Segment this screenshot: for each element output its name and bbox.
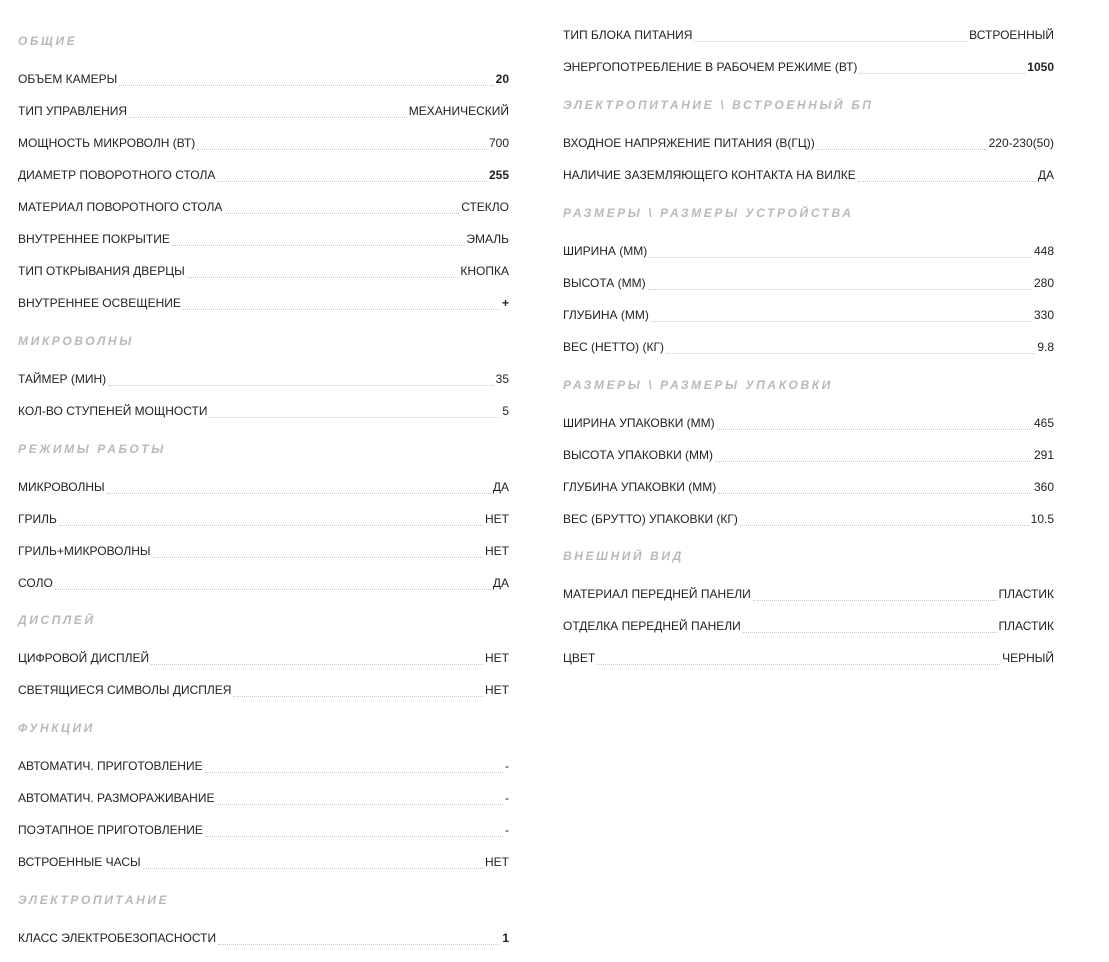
dotted-leader — [666, 341, 1035, 354]
spec-value: 360 — [1033, 480, 1054, 494]
dotted-leader — [209, 405, 500, 418]
spec-label: МАТЕРИАЛ ПОВОРОТНОГО СТОЛА — [18, 200, 223, 214]
spec-label: МИКРОВОЛНЫ — [18, 480, 105, 494]
spec-label: ГЛУБИНА (ММ) — [563, 308, 649, 322]
spec-row — [563, 414, 1054, 430]
spec-value: 280 — [1033, 276, 1054, 290]
spec-label: ВЕС (БРУТТО) УПАКОВКИ (КГ) — [563, 512, 738, 526]
spec-row — [18, 542, 509, 558]
spec-value: ДА — [492, 576, 509, 590]
spec-label: АВТОМАТИЧ. РАЗМОРАЖИВАНИЕ — [18, 791, 215, 805]
section-title-power-builtin: ЭЛЕКТРОПИТАНИЕ \ ВСТРОЕННЫЙ БП — [563, 98, 874, 112]
dotted-leader — [108, 373, 493, 386]
dotted-leader — [649, 245, 1032, 258]
spec-row — [563, 617, 1054, 633]
section-title-general: ОБЩИЕ — [18, 34, 78, 48]
spec-label: МОЩНОСТЬ МИКРОВОЛН (ВТ) — [18, 136, 196, 150]
spec-row — [18, 757, 509, 773]
spec-label: СВЕТЯЩИЕСЯ СИМВОЛЫ ДИСПЛЕЯ — [18, 683, 232, 697]
spec-label: ТИП УПРАВЛЕНИЯ — [18, 104, 128, 118]
spec-row — [18, 649, 509, 665]
spec-row — [18, 262, 509, 278]
spec-label: ОБЪЕМ КАМЕРЫ — [18, 72, 118, 86]
spec-value: 1 — [502, 931, 509, 945]
spec-label: ВСТРОЕННЫЕ ЧАСЫ — [18, 855, 141, 869]
spec-label: СОЛО — [18, 576, 53, 590]
dotted-leader — [717, 417, 1032, 430]
section-title-modes: РЕЖИМЫ РАБОТЫ — [18, 442, 166, 456]
spec-row — [563, 26, 1054, 42]
dotted-leader — [153, 545, 483, 558]
spec-row — [563, 274, 1054, 290]
spec-value: 255 — [488, 168, 509, 182]
spec-row — [18, 574, 509, 590]
spec-row — [18, 102, 509, 118]
spec-row — [18, 478, 509, 494]
spec-label: ТАЙМЕР (МИН) — [18, 372, 107, 386]
dotted-leader — [718, 481, 1032, 494]
spec-value: ДА — [1037, 168, 1054, 182]
spec-label: ШИРИНА УПАКОВКИ (ММ) — [563, 416, 715, 430]
spec-value: 448 — [1033, 244, 1054, 258]
dotted-leader — [753, 588, 997, 601]
dotted-leader — [715, 449, 1032, 462]
spec-label: ЦИФРОВОЙ ДИСПЛЕЙ — [18, 651, 150, 665]
spec-label: ГРИЛЬ — [18, 512, 57, 526]
spec-label: ДИАМЕТР ПОВОРОТНОГО СТОЛА — [18, 168, 216, 182]
section-title-package-size: РАЗМЕРЫ \ РАЗМЕРЫ УПАКОВКИ — [563, 378, 833, 392]
spec-row — [18, 134, 509, 150]
dotted-leader — [129, 105, 407, 118]
spec-row — [18, 789, 509, 805]
spec-label: ТИП БЛОКА ПИТАНИЯ — [563, 28, 693, 42]
dotted-leader — [740, 513, 1029, 526]
spec-label: ВНУТРЕННЕЕ ПОКРЫТИЕ — [18, 232, 170, 246]
spec-value: ЧЕРНЫЙ — [1002, 651, 1054, 665]
spec-value: 700 — [488, 136, 509, 150]
dotted-leader — [55, 577, 491, 590]
dotted-leader — [187, 265, 459, 278]
spec-row — [563, 510, 1054, 526]
section-title-device-size: РАЗМЕРЫ \ РАЗМЕРЫ УСТРОЙСТВА — [563, 206, 854, 220]
spec-value: - — [505, 759, 509, 773]
dotted-leader — [817, 137, 987, 150]
spec-label: КОЛ-ВО СТУПЕНЕЙ МОЩНОСТИ — [18, 404, 208, 418]
section-title-functions: ФУНКЦИИ — [18, 721, 95, 735]
dotted-leader — [218, 932, 500, 945]
spec-label: АВТОМАТИЧ. ПРИГОТОВЛЕНИЕ — [18, 759, 203, 773]
spec-row — [563, 58, 1054, 74]
dotted-leader — [151, 652, 483, 665]
spec-row — [18, 853, 509, 869]
spec-row — [563, 478, 1054, 494]
spec-value: + — [501, 296, 509, 310]
dotted-leader — [217, 169, 487, 182]
spec-label: ТИП ОТКРЫВАНИЯ ДВЕРЦЫ — [18, 264, 185, 278]
dotted-leader — [694, 29, 967, 42]
spec-value: МЕХАНИЧЕСКИЙ — [408, 104, 509, 118]
dotted-leader — [648, 277, 1032, 290]
spec-label: КЛАСС ЭЛЕКТРОБЕЗОПАСНОСТИ — [18, 931, 217, 945]
dotted-leader — [597, 652, 1000, 665]
spec-row — [18, 230, 509, 246]
section-title-power: ЭЛЕКТРОПИТАНИЕ — [18, 893, 170, 907]
spec-row — [18, 402, 509, 418]
spec-label: ВЕС (НЕТТО) (КГ) — [563, 340, 664, 354]
spec-value: 291 — [1033, 448, 1054, 462]
dotted-leader — [197, 137, 487, 150]
spec-row — [18, 370, 509, 386]
spec-value: ПЛАСТИК — [998, 587, 1054, 601]
spec-label: ШИРИНА (ММ) — [563, 244, 648, 258]
spec-label: МАТЕРИАЛ ПЕРЕДНЕЙ ПАНЕЛИ — [563, 587, 751, 601]
spec-row — [18, 929, 509, 945]
dotted-leader — [107, 481, 491, 494]
dotted-leader — [216, 792, 503, 805]
dotted-leader — [743, 620, 997, 633]
spec-value: НЕТ — [485, 651, 509, 665]
spec-value: 9.8 — [1037, 340, 1054, 354]
spec-value: НЕТ — [485, 855, 509, 869]
dotted-leader — [119, 73, 493, 86]
spec-value: 10.5 — [1030, 512, 1054, 526]
spec-label: ВНУТРЕННЕЕ ОСВЕЩЕНИЕ — [18, 296, 181, 310]
spec-value: 20 — [495, 72, 509, 86]
spec-label: ЦВЕТ — [563, 651, 596, 665]
section-title-display: ДИСПЛЕЙ — [18, 613, 96, 627]
spec-row — [18, 294, 509, 310]
spec-row — [563, 649, 1054, 665]
spec-value: ЭМАЛЬ — [466, 232, 509, 246]
section-title-appearance: ВНЕШНИЙ ВИД — [563, 549, 684, 563]
spec-value: ДА — [492, 480, 509, 494]
dotted-leader — [172, 233, 465, 246]
spec-row — [563, 134, 1054, 150]
spec-row — [563, 446, 1054, 462]
section-title-microwaves: МИКРОВОЛНЫ — [18, 334, 134, 348]
spec-label: ОТДЕЛКА ПЕРЕДНЕЙ ПАНЕЛИ — [563, 619, 741, 633]
spec-label: ВХОДНОЕ НАПРЯЖЕНИЕ ПИТАНИЯ (В(ГЦ)) — [563, 136, 815, 150]
spec-value: НЕТ — [485, 683, 509, 697]
spec-value: 330 — [1033, 308, 1054, 322]
spec-value: КНОПКА — [460, 264, 509, 278]
spec-row — [563, 306, 1054, 322]
spec-label: ГЛУБИНА УПАКОВКИ (ММ) — [563, 480, 717, 494]
dotted-leader — [59, 513, 483, 526]
spec-label: ВЫСОТА (ММ) — [563, 276, 646, 290]
dotted-leader — [858, 169, 1036, 182]
spec-row — [18, 510, 509, 526]
spec-value: НЕТ — [485, 512, 509, 526]
spec-label: НАЛИЧИЕ ЗАЗЕМЛЯЮЩЕГО КОНТАКТА НА ВИЛКЕ — [563, 168, 856, 182]
spec-row — [563, 242, 1054, 258]
dotted-leader — [143, 856, 483, 869]
spec-value: - — [505, 823, 509, 837]
dotted-leader — [651, 309, 1032, 322]
spec-value: - — [505, 791, 509, 805]
spec-value: ПЛАСТИК — [998, 619, 1054, 633]
spec-value: 220-230(50) — [988, 136, 1054, 150]
spec-label: ПОЭТАПНОЕ ПРИГОТОВЛЕНИЕ — [18, 823, 203, 837]
spec-row — [563, 338, 1054, 354]
spec-label: ВЫСОТА УПАКОВКИ (ММ) — [563, 448, 714, 462]
spec-row — [18, 166, 509, 182]
spec-row — [563, 585, 1054, 601]
spec-row — [18, 70, 509, 86]
dotted-leader — [183, 297, 500, 310]
spec-value: 465 — [1033, 416, 1054, 430]
spec-value: НЕТ — [485, 544, 509, 558]
spec-row — [18, 198, 509, 214]
dotted-leader — [224, 201, 459, 214]
dotted-leader — [233, 684, 483, 697]
spec-row — [18, 821, 509, 837]
spec-value: СТЕКЛО — [461, 200, 509, 214]
spec-value: 5 — [502, 404, 509, 418]
dotted-leader — [205, 760, 503, 773]
dotted-leader — [859, 61, 1025, 74]
spec-row — [563, 166, 1054, 182]
dotted-leader — [205, 824, 503, 837]
spec-row — [18, 681, 509, 697]
spec-value: ВСТРОЕННЫЙ — [969, 28, 1054, 42]
spec-value: 35 — [495, 372, 509, 386]
spec-value: 1050 — [1027, 60, 1054, 74]
spec-label: ЭНЕРГОПОТРЕБЛЕНИЕ В РАБОЧЕМ РЕЖИМЕ (ВТ) — [563, 60, 858, 74]
spec-label: ГРИЛЬ+МИКРОВОЛНЫ — [18, 544, 151, 558]
